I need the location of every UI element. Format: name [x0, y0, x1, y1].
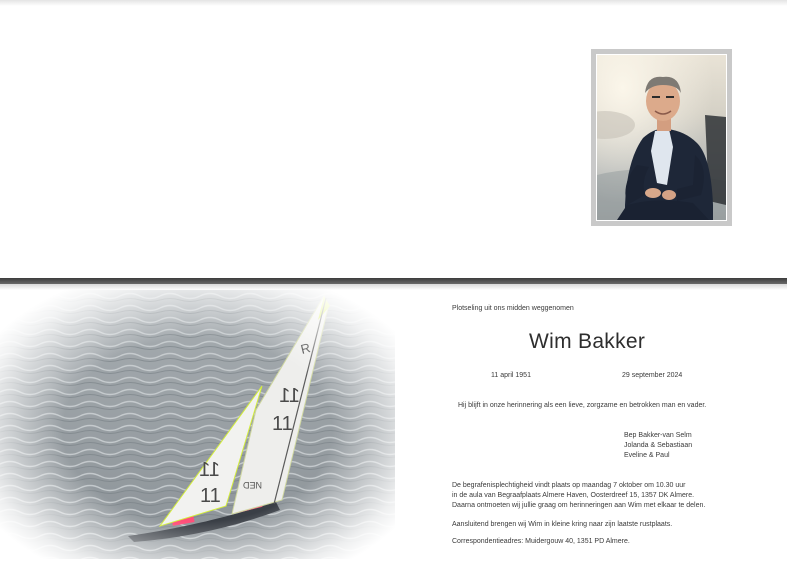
closing-text: Aansluitend brengen wij Wim in kleine kring naar zijn laatste rustplaats.: [452, 521, 673, 528]
correspondence-address: Correspondentieadres: Muidergouw 40, 1351 PD Almere.: [452, 538, 630, 545]
birth-date: 11 april 1951: [491, 372, 531, 379]
family-member: Jolanda & Sebastiaan: [624, 442, 693, 449]
sailboat-image: [0, 290, 395, 559]
card-text-page: [395, 290, 787, 559]
service-line: De begrafenisplechtigheid vindt plaats op maandag 7 oktober om 10.30 uur: [452, 482, 686, 489]
death-date: 29 september 2024: [622, 372, 683, 379]
service-line: in de aula van Begraafplaats Almere Haven, Oosterdreef 15, 1357 DK Almere.: [452, 492, 695, 499]
tribute-text: Hij blijft in onze herinnering als een lieve, zorgzame en betrokken man en vader.: [458, 402, 707, 409]
family-member: Bep Bakker-van Selm: [624, 432, 692, 439]
portrait-photo-frame: [591, 49, 732, 226]
portrait-image: [597, 55, 726, 220]
intro-text: Plotseling uit ons midden weggenomen: [452, 305, 574, 312]
portrait-photo: [596, 54, 727, 221]
sailboat-photo: [0, 290, 395, 559]
deceased-name: Wim Bakker: [529, 330, 646, 353]
family-member: Eveline & Paul: [624, 452, 670, 459]
service-line: Daarna ontmoeten wij jullie graag om herinneringen aan Wim met elkaar te delen.: [452, 502, 706, 509]
